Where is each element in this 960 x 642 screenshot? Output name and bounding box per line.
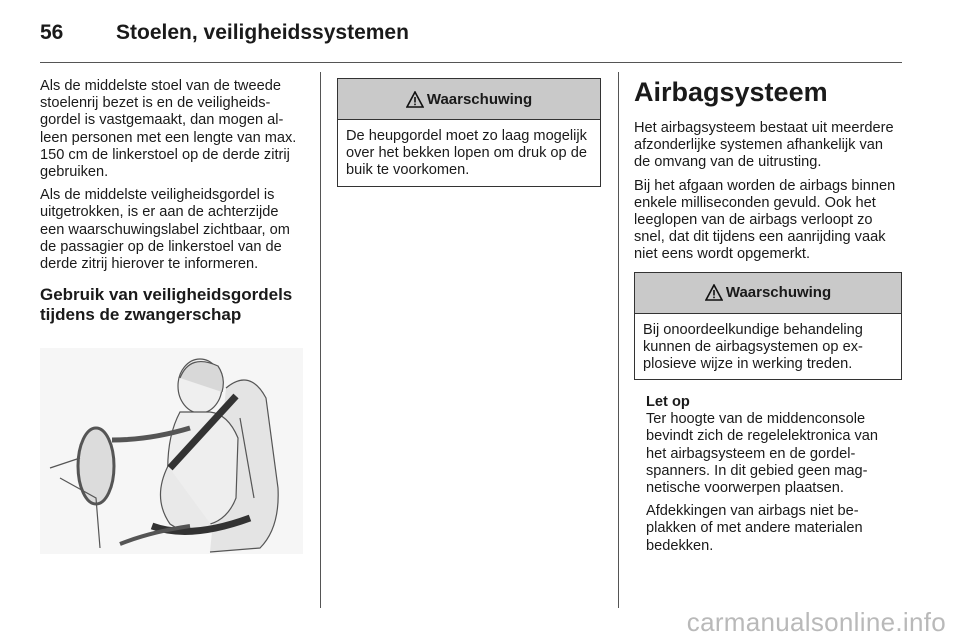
pregnant-seatbelt-illustration	[40, 348, 303, 554]
note-block	[634, 394, 902, 555]
paragraph: Afdekkingen van airbags niet beplakken of met andere materialen bedekken.	[646, 503, 863, 554]
warning-header	[635, 273, 901, 314]
column-divider-2	[618, 72, 619, 608]
illustration-image	[40, 348, 303, 554]
warning-body	[635, 314, 901, 380]
note-label: Let op	[646, 394, 690, 411]
warning-box	[337, 78, 601, 187]
warning-header	[338, 79, 600, 120]
column-divider-1	[320, 72, 321, 608]
section-heading-airbag: Airbagsysteem	[634, 77, 828, 107]
note-text: Ter hoogte van de middenconsole bevindt zich de regelelektronica van het airbagsysteem en de gordelspanners. In dit gebied geen magnetische voorwerpen plaatsen.	[646, 411, 879, 497]
warning-text: Bij onoordeelkundige behandeling kunnen de airbagsystemen op explosieve wijze in werking treden.	[643, 321, 863, 373]
warning-box	[634, 272, 902, 381]
column-3	[634, 78, 902, 561]
paragraph: Bij het afgaan worden de airbags binnen enkele milliseconden gevuld. Ook het leeglopen van de airbags verloopt zo snel, dat dit tijdens een aanrijding vaak niet eens wordt opgemerkt.	[634, 177, 896, 263]
warning-title: Waarschuwing	[426, 90, 533, 108]
warning-title: Waarschuwing	[725, 284, 832, 302]
paragraph: Het airbagsysteem bestaat uit meerdere afzonderlijke systemen afhankelijk van de omvang van de uitrusting.	[634, 120, 894, 171]
paragraph: Als de middelste veiligheidsgordel is uitgetrokken, is er aan de achterzijde een waarschuwingslabel zichtbaar, om de passagier op de linkerstoel van de derde zitrij hierover te informeren.	[40, 187, 290, 273]
column-2	[337, 78, 601, 187]
page-header	[40, 18, 409, 48]
header-rule	[40, 62, 902, 63]
warning-text: De heupgordel moet zo laag mogelijk over het bekken lopen om druk op de buik te voorkomen.	[346, 128, 587, 179]
paragraph: Als de middelste stoel van de tweede stoelenrij bezet is en de veiligheidsgordel is vastgemaakt, dan mogen alleen personen met een lengte van max. 150 cm de linkerstoel op de derde zitrij gebruiken.	[40, 78, 297, 181]
warning-body	[338, 120, 600, 186]
watermark: carmanualsonline.info	[686, 607, 946, 637]
page-number: 56	[40, 21, 64, 44]
column-1	[40, 78, 306, 325]
warning-triangle-icon	[406, 91, 424, 108]
chapter-title: Stoelen, veiligheidssystemen	[116, 21, 409, 44]
section-heading-pregnancy: Gebruik van veiligheidsgordels tijdens de zwangerschap	[40, 285, 293, 325]
warning-triangle-icon	[705, 284, 723, 301]
